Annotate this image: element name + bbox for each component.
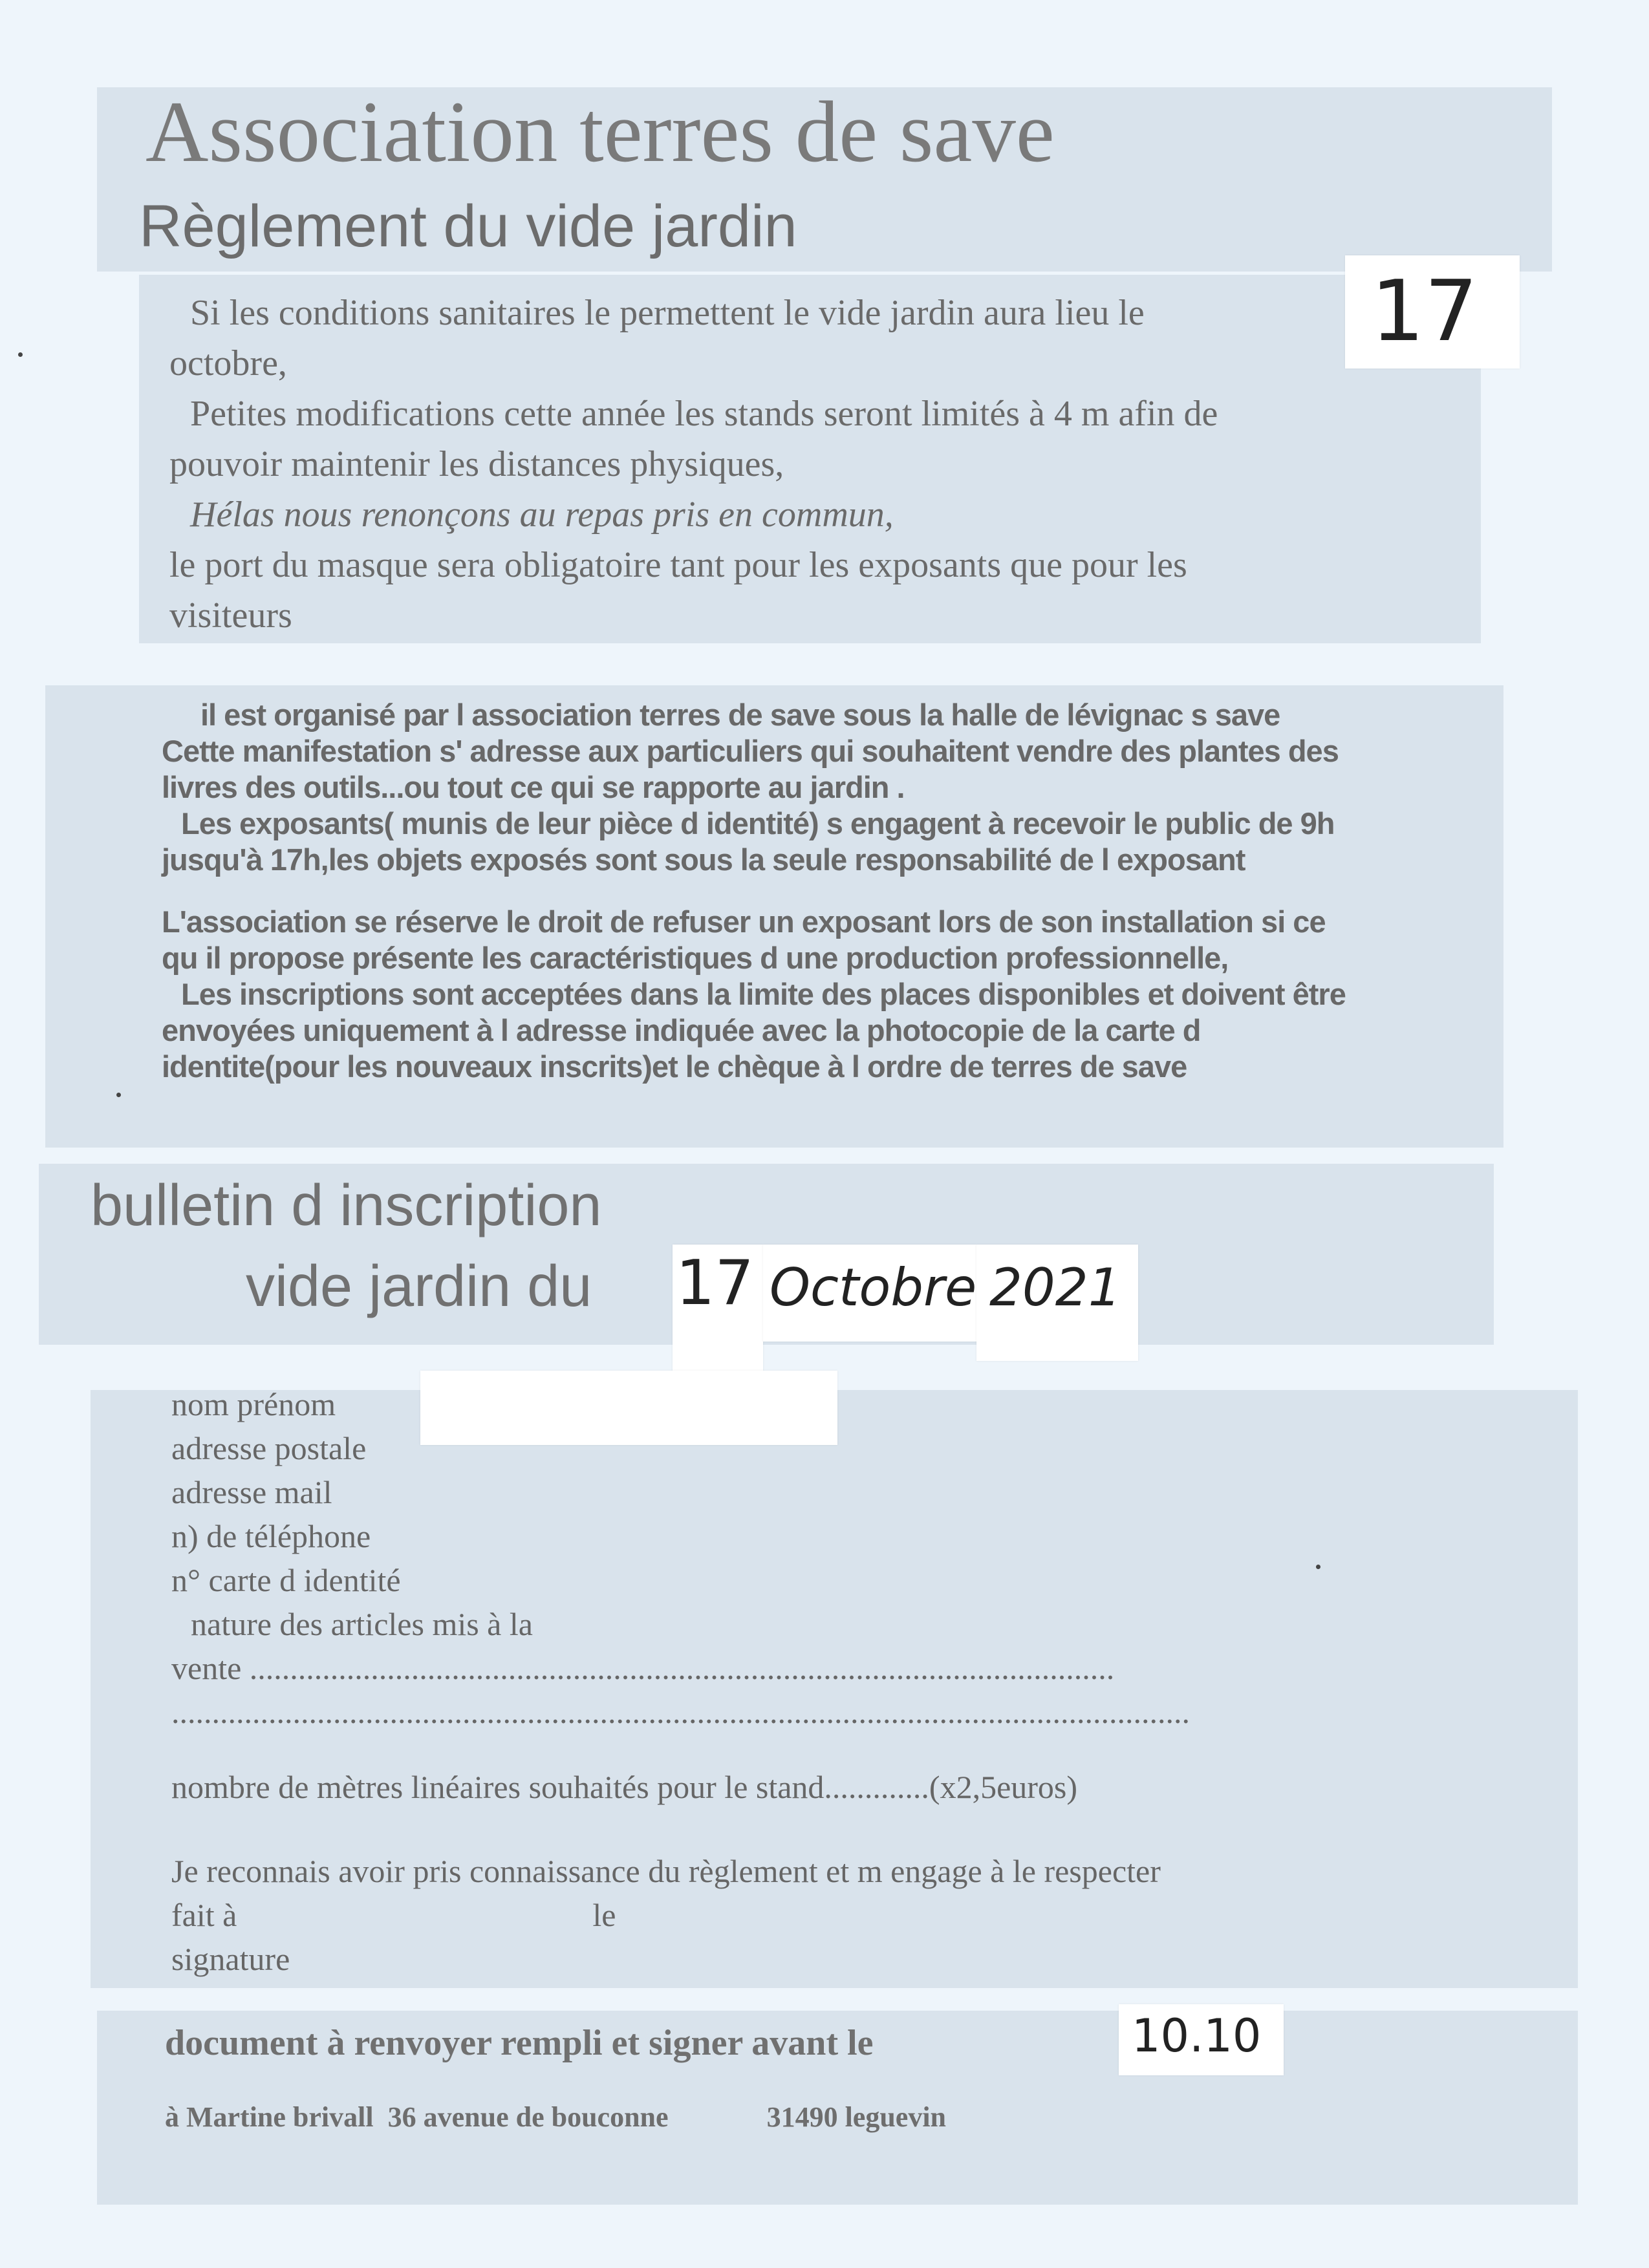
- field-le-label: le: [592, 1897, 616, 1933]
- field-id-card-label: n° carte d identité: [171, 1562, 401, 1598]
- intro-line: Petites modifications cette année les stands seront limités à 4 m afin de: [190, 394, 1218, 434]
- field-fait-label: fait à: [171, 1897, 237, 1933]
- registration-form: [171, 1382, 1562, 1981]
- acknowledgement-text: Je reconnais avoir pris connaissance du règlement et m engage à le respecter: [171, 1853, 1161, 1889]
- intro-line: visiteurs: [169, 595, 292, 636]
- rules-line: il est organisé par l association terres de save sous la halle de lévignac s save: [200, 698, 1280, 732]
- intro-line: Si les conditions sanitaires le permettent le vide jardin aura lieu le: [190, 293, 1145, 333]
- address-recipient: à Martine brivall: [165, 2101, 374, 2133]
- document-subtitle: Règlement du vide jardin: [139, 193, 797, 259]
- handwritten-date-day: 17: [673, 1245, 763, 1406]
- field-place-date: [171, 1893, 1562, 1937]
- address-street: 36 avenue de bouconne: [387, 2101, 669, 2133]
- field-name-label: nom prénom: [171, 1386, 336, 1422]
- field-vente-line: vente ...........................................................................................................: [171, 1650, 1115, 1686]
- rules-line: Les inscriptions sont acceptées dans la limite des places disponibles et doivent être: [181, 977, 1346, 1011]
- address-city: 31490 leguevin: [766, 2101, 947, 2133]
- field-signature-label: signature: [171, 1941, 290, 1977]
- rules-line: Les exposants( munis de leur pièce d identité) s engagent à recevoir le public de 9h: [181, 806, 1335, 840]
- scan-speck: [1316, 1565, 1320, 1569]
- rules-line: L'association se réserve le droit de refuser un exposant lors de son installation si ce: [162, 904, 1326, 939]
- scan-speck: [116, 1093, 121, 1097]
- field-phone-label: n) de téléphone: [171, 1518, 371, 1554]
- rules-line: livres des outils...ou tout ce qui se rapporte au jardin .: [162, 770, 905, 804]
- document-title: Association terres de save: [146, 84, 1055, 180]
- bulletin-title: bulletin d inscription: [91, 1173, 602, 1238]
- field-nature-label: nature des articles mis à la: [191, 1606, 533, 1642]
- mailing-address: [165, 2098, 946, 2137]
- send-before-text: document à renvoyer rempli et signer avant le: [165, 2023, 874, 2063]
- rules-line: identite(pour les nouveaux inscrits)et le chèque à l ordre de terres de save: [162, 1049, 1187, 1084]
- field-postal-label: adresse postale: [171, 1430, 367, 1466]
- intro-paragraph: [169, 288, 1476, 641]
- name-field-patch: [420, 1371, 837, 1445]
- bulletin-subtitle: vide jardin du: [246, 1254, 592, 1319]
- rules-line: envoyées uniquement à l adresse indiquée avec la photocopie de la carte d: [162, 1013, 1201, 1047]
- handwritten-date-month: Octobre: [763, 1245, 976, 1342]
- handwritten-event-day: 17: [1345, 255, 1520, 369]
- rules-line: jusqu'à 17h,les objets exposés sont sous la seule responsabilité de l exposant: [162, 842, 1245, 877]
- rules-line: qu il propose présente les caractéristiques d une production professionnelle,: [162, 941, 1229, 975]
- dotted-line: ..............................................................................................................................: [171, 1694, 1190, 1730]
- intro-line: Hélas nous renonçons au repas pris en commun,: [190, 495, 894, 535]
- handwritten-deadline: 10.10: [1119, 2004, 1284, 2075]
- field-mail-label: adresse mail: [171, 1474, 332, 1510]
- intro-line: le port du masque sera obligatoire tant pour les exposants que pour les: [169, 545, 1187, 585]
- intro-line: octobre,: [169, 343, 287, 383]
- handwritten-date-year: 2021: [976, 1245, 1138, 1361]
- rules-line: Cette manifestation s' adresse aux particuliers qui souhaitent vendre des plantes des: [162, 734, 1339, 768]
- scan-speck: [18, 352, 23, 357]
- intro-line: pouvoir maintenir les distances physiques,: [169, 444, 784, 484]
- rules-paragraph: [162, 697, 1481, 1085]
- field-meters-label: nombre de mètres linéaires souhaités pour le stand.............(x2,5euros): [171, 1769, 1078, 1805]
